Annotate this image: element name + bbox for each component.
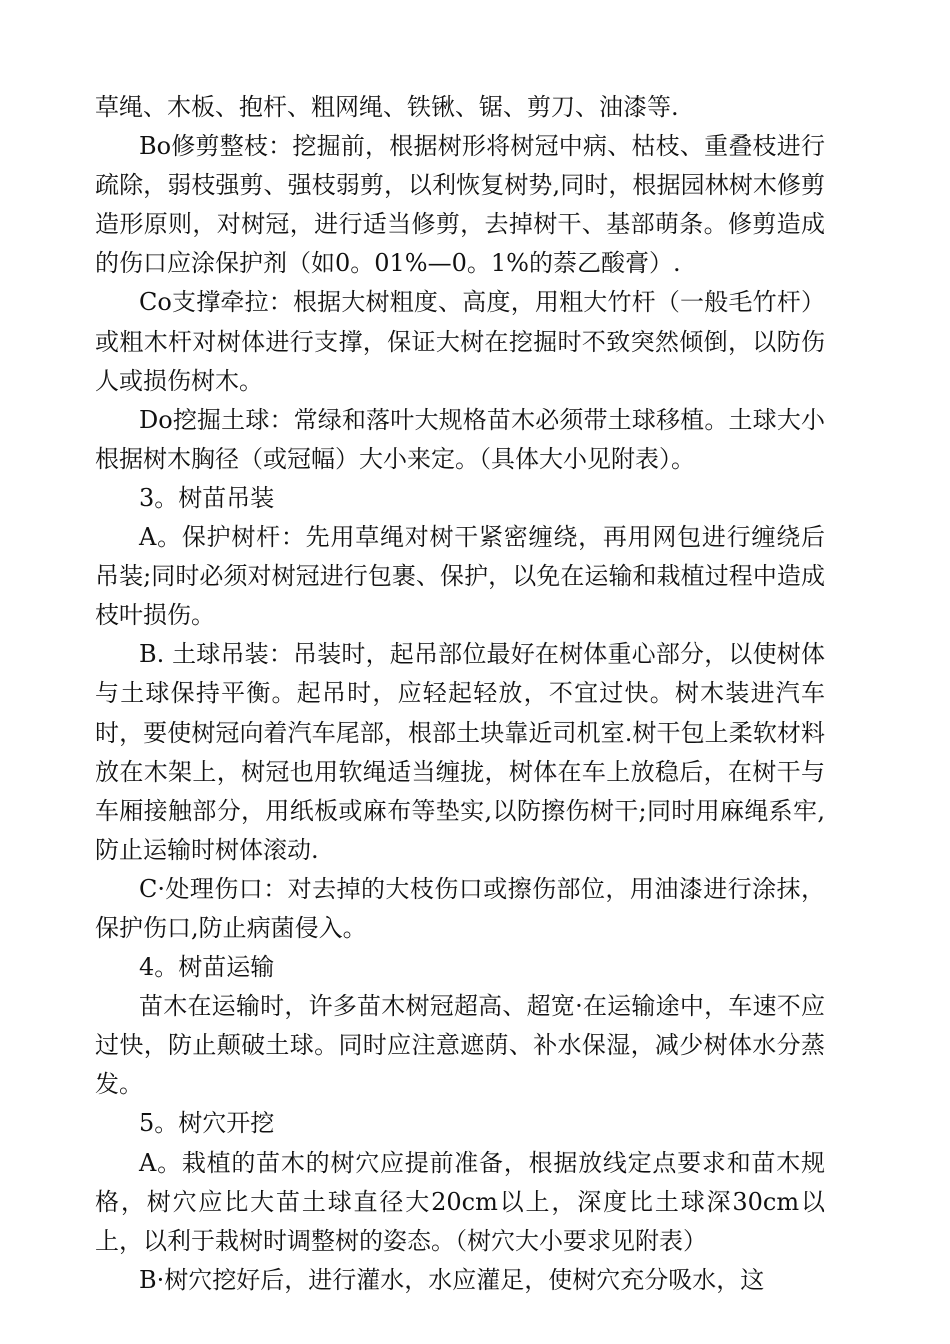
- paragraph-protect-trunk: A。保护树杆：先用草绳对树干紧密缠绕，再用网包进行缠绕后吊装;同时必须对树冠进行包裹、保护，以免在运输和栽植过程中造成枝叶损伤。: [95, 523, 825, 630]
- paragraph-pit-watering: B·树穴挖好后，进行灌水，水应灌足，使树穴充分吸水，这: [139, 1265, 765, 1294]
- paragraph-transport: 苗木在运输时，许多苗木树冠超高、超宽·在运输途中，车速不应过快，防止颠破土球。同时应注意遮荫、补水保湿，减少树体水分蒸发。: [95, 992, 825, 1099]
- paragraph-pruning: Bo修剪整枝：挖掘前，根据树形将树冠中病、枯枝、重叠枝进行疏除，弱枝强剪、强枝弱剪，以利恢复树势,同时，根据园林树木修剪造形原则，对树冠，进行适当修剪，去掉树干、基部萌条。修剪造成的伤口应涂保护剂（如0。01%—0。1%的萘乙酸膏）.: [95, 132, 825, 278]
- document-body: [95, 88, 825, 1300]
- paragraph-soil-ball-digging: Do挖掘土球：常绿和落叶大规格苗木必须带土球移植。土球大小根据树木胸径（或冠幅）大小来定。（具体大小见附表）。: [95, 405, 825, 473]
- heading-tree-transport: 4。树苗运输: [139, 953, 275, 982]
- paragraph-pit-preparation: A。栽植的苗木的树穴应提前准备，根据放线定点要求和苗木规格，树穴应比大苗土球直径大20cm以上，深度比土球深30cm以上，以利于栽树时调整树的姿态。（树穴大小要求见附表）: [95, 1148, 825, 1255]
- heading-tree-hoisting: 3。树苗吊装: [139, 483, 275, 512]
- paragraph-support-bracing: Co支撑牵拉：根据大树粗度、高度，用粗大竹杆（一般毛竹杆）或粗木杆对树体进行支撑，保证大树在挖掘时不致突然倾倒，以防伤人或损伤树木。: [95, 288, 825, 395]
- paragraph-wound-treatment: C·处理伤口：对去掉的大枝伤口或擦伤部位，用油漆进行涂抹，保护伤口,防止病菌侵入。: [95, 874, 825, 942]
- paragraph-soil-ball-hoisting: B. 土球吊装：吊装时，起吊部位最好在树体重心部分，以使树体与土球保持平衡。起吊时，应轻起轻放，不宜过快。树木装进汽车时，要使树冠向着汽车尾部，根部土块靠近司机室.树干包上柔软材料放在木架上，树冠也用软绳适当缠拢，树体在车上放稳后，在树干与车厢接触部分，用纸板或麻布等垫实,以防擦伤树干;同时用麻绳系牢,防止运输时树体滚动.: [95, 640, 825, 864]
- heading-pit-excavation: 5。树穴开挖: [139, 1109, 275, 1138]
- paragraph-materials-list: 草绳、木板、抱杆、粗网绳、铁锹、锯、剪刀、油漆等.: [95, 93, 679, 121]
